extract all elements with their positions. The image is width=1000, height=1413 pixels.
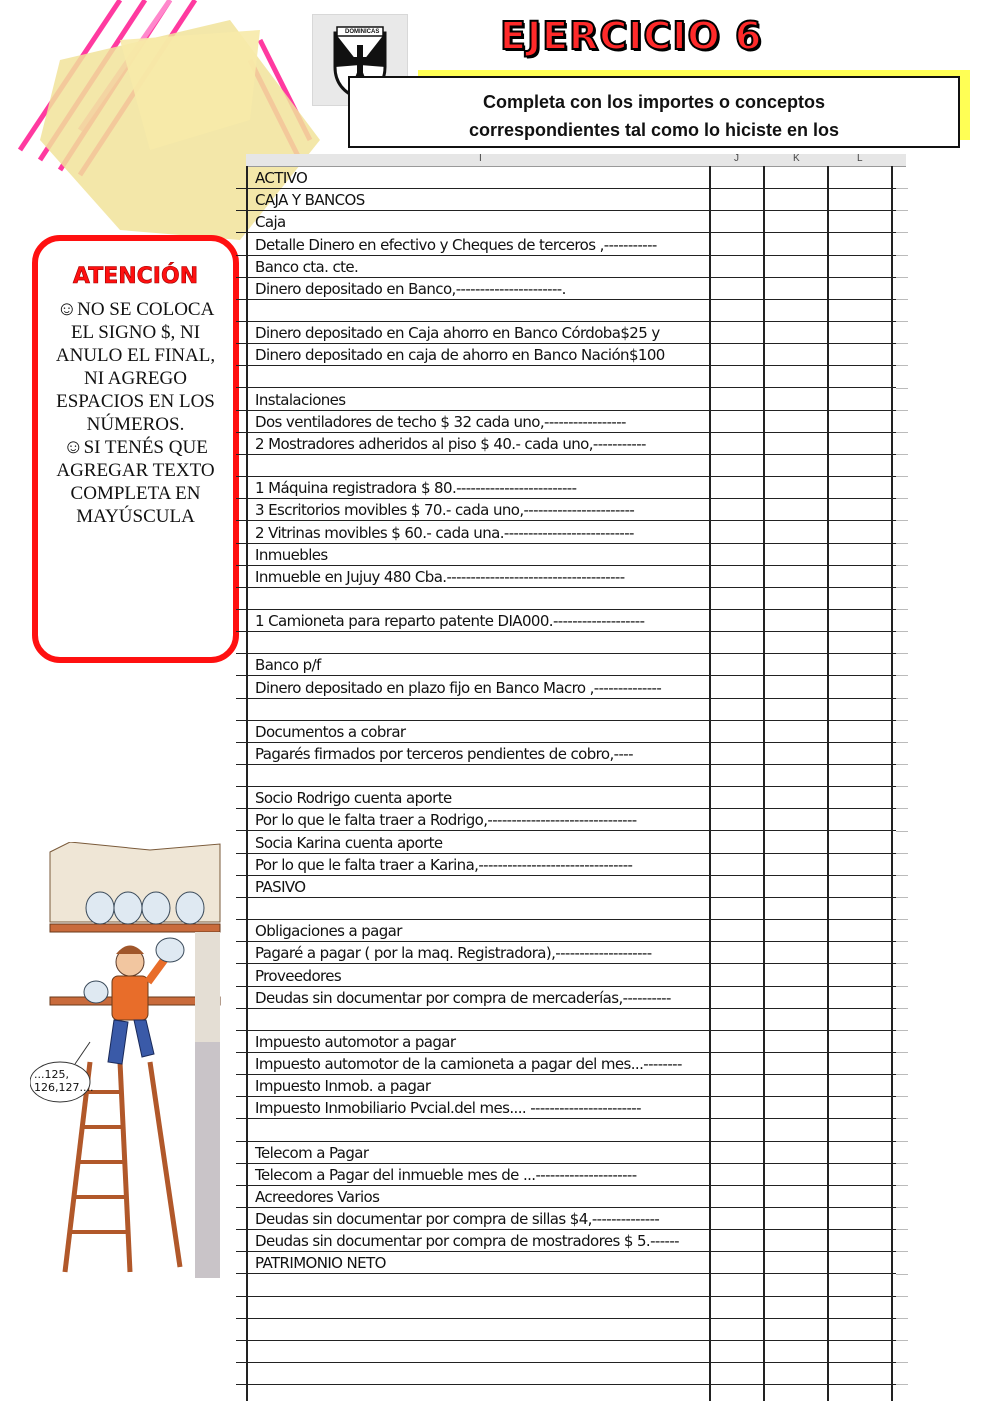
row-label: Dinero depositado en caja de ahorro en Banco Nación$100: [255, 346, 665, 365]
grid-tick: [896, 343, 908, 344]
table-row: [236, 232, 896, 255]
grid-tick: [896, 720, 908, 721]
row-label: 1 Máquina registradora $ 80.-------------------------: [255, 479, 577, 498]
table-row: [236, 410, 896, 433]
table-row: [236, 1030, 896, 1053]
grid-tick: [896, 299, 908, 300]
grid-tick: [896, 410, 908, 411]
table-row: [236, 587, 896, 610]
row-label: Pagarés firmados por terceros pendientes de cobro,----: [255, 745, 633, 764]
instruction-line-2: correspondientes tal como lo hiciste en los: [468, 120, 840, 140]
table-row: [236, 498, 896, 521]
row-label: Impuesto Inmob. a pagar: [255, 1077, 431, 1096]
grid-tick: [896, 1207, 908, 1208]
row-label: Dinero depositado en Banco,----------------------.: [255, 279, 566, 298]
instruction-box: [348, 76, 960, 148]
row-label: Por lo que le falta traer a Karina,--------------------------------: [255, 855, 633, 874]
row-label: Proveedores: [255, 966, 342, 985]
table-row: [236, 764, 896, 787]
row-label: Socia Karina cuenta aporte: [255, 833, 443, 852]
row-label: Documentos a cobrar: [255, 722, 406, 741]
row-label: Impuesto Inmobiliario Pvcial.del mes.... -----------------------: [255, 1099, 641, 1118]
table-row: [236, 853, 896, 876]
row-label: Telecom a Pagar del inmueble mes de ...---------------------: [255, 1165, 637, 1184]
table-row: [236, 808, 896, 831]
table-row: [236, 919, 896, 942]
row-label: 3 Escritorios movibles $ 70.- cada uno,-----------------------: [255, 501, 635, 520]
table-row: [236, 1274, 896, 1297]
table-row: [236, 609, 896, 632]
grid-tick: [896, 454, 908, 455]
row-label: 1 Camioneta para reparto patente DIA000.-------------------: [255, 612, 645, 631]
row-label: Caja: [255, 213, 286, 232]
grid-tick: [896, 675, 908, 676]
table-row: [236, 698, 896, 721]
smiley-icon: ☺: [63, 436, 84, 458]
table-row: [236, 963, 896, 986]
grid-tick: [896, 1274, 908, 1275]
row-label: CAJA Y BANCOS: [255, 191, 365, 210]
row-label: Acreedores Varios: [255, 1188, 380, 1207]
row-label: Pagaré a pagar ( por la maq. Registradora),--------------------: [255, 944, 652, 963]
grid-tick: [896, 808, 908, 809]
row-label: Impuesto automotor a pagar: [255, 1032, 456, 1051]
table-row: [236, 188, 896, 211]
grid-tick: [896, 1318, 908, 1319]
grid-tick: [896, 653, 908, 654]
speech-bubble-text: ...125, 126,127....: [34, 1068, 94, 1094]
table-row: [236, 343, 896, 366]
table-row: [236, 831, 896, 854]
row-label: Por lo que le falta traer a Rodrigo,-------------------------------: [255, 811, 637, 830]
table-row: [236, 1296, 896, 1319]
attention-box: [32, 235, 239, 663]
table-row: [236, 986, 896, 1009]
grid-tick: [896, 963, 908, 964]
table-row: [236, 1118, 896, 1141]
table-row: [236, 565, 896, 588]
attention-rule-2-text: SI TENÉS QUE AGREGAR TEXTO COMPLETA EN MAYÚSCULA: [56, 437, 215, 527]
row-label: Banco p/f: [255, 656, 321, 675]
grid-tick: [896, 1030, 908, 1031]
row-label: Deudas sin documentar por compra de mercaderías,----------: [255, 988, 671, 1007]
table-row: [236, 897, 896, 920]
grid-tick: [896, 321, 908, 322]
grid-tick: [896, 1074, 908, 1075]
table-row: [236, 1052, 896, 1075]
table-row: [236, 388, 896, 411]
table-row: [236, 166, 896, 189]
grid-tick: [896, 1096, 908, 1097]
grid-tick: [896, 432, 908, 433]
grid-tick: [896, 1251, 908, 1252]
row-label: Obligaciones a pagar: [255, 922, 402, 941]
grid-tick: [896, 255, 908, 256]
table-row: [236, 543, 896, 566]
balance-sheet-table: [236, 166, 896, 1411]
grid-tick: [896, 1340, 908, 1341]
column-header-i: I: [479, 153, 482, 164]
table-row: [236, 1318, 896, 1341]
column-header-k: K: [793, 153, 800, 164]
grid-tick: [896, 831, 908, 832]
row-label: Inmuebles: [255, 545, 328, 564]
grid-tick: [896, 1008, 908, 1009]
grid-tick: [896, 919, 908, 920]
grid-tick: [896, 365, 908, 366]
table-row: [236, 1340, 896, 1363]
row-label: Dinero depositado en Caja ahorro en Banco Córdoba$25 y: [255, 324, 660, 343]
table-row: [236, 720, 896, 743]
grid-tick: [896, 1052, 908, 1053]
table-row: [236, 742, 896, 765]
grid-tick: [896, 897, 908, 898]
grid-tick: [896, 941, 908, 942]
row-label: Telecom a Pagar: [255, 1143, 369, 1162]
grid-tick: [896, 764, 908, 765]
grid-tick: [896, 698, 908, 699]
page-title: EJERCICIO 6: [500, 14, 763, 58]
attention-rule-1: [48, 298, 223, 436]
table-row: [236, 675, 896, 698]
grid-tick: [896, 565, 908, 566]
grid-tick: [896, 1229, 908, 1230]
column-header-l: L: [857, 153, 863, 164]
row-label: Impuesto automotor de la camioneta a pagar del mes...--------: [255, 1055, 682, 1074]
column-divider: [891, 166, 893, 1401]
grid-tick: [896, 1296, 908, 1297]
table-row: [236, 365, 896, 388]
attention-rule-2: [48, 436, 223, 528]
grid-tick: [896, 277, 908, 278]
table-row: [236, 1362, 896, 1385]
grid-tick: [896, 1118, 908, 1119]
table-row: [236, 653, 896, 676]
column-divider: [709, 166, 711, 1401]
grid-tick: [896, 587, 908, 588]
row-label: Deudas sin documentar por compra de sillas $4,--------------: [255, 1210, 660, 1229]
row-label: Dinero depositado en plazo fijo en Banco Macro ,--------------: [255, 678, 662, 697]
row-label: 2 Mostradores adheridos al piso $ 40.- cada uno,-----------: [255, 434, 646, 453]
table-row: [236, 277, 896, 300]
table-row: [236, 1074, 896, 1097]
table-row: [236, 1163, 896, 1186]
grid-tick: [896, 1384, 908, 1385]
row-label: 2 Vitrinas movibles $ 60.- cada una.---------------------------: [255, 523, 634, 542]
row-label: Socio Rodrigo cuenta aporte: [255, 789, 452, 808]
grid-tick: [896, 520, 908, 521]
row-label: Dos ventiladores de techo $ 32 cada uno,-----------------: [255, 412, 626, 431]
grid-tick: [896, 476, 908, 477]
table-row: [236, 1008, 896, 1031]
table-row: [236, 1185, 896, 1208]
grid-tick: [896, 210, 908, 211]
table-row: [236, 454, 896, 477]
table-row: [236, 432, 896, 455]
ladder-boy-illustration: [30, 842, 225, 1278]
row-label: Banco cta. cte.: [255, 257, 359, 276]
grid-tick: [896, 875, 908, 876]
grid-tick: [896, 742, 908, 743]
grid-tick: [896, 1163, 908, 1164]
column-divider: [246, 166, 248, 1401]
row-label: Detalle Dinero en efectivo y Cheques de terceros ,-----------: [255, 235, 657, 254]
grid-tick: [896, 543, 908, 544]
table-row: [236, 1229, 896, 1252]
column-divider: [763, 166, 765, 1401]
grid-tick: [896, 631, 908, 632]
grid-tick: [896, 388, 908, 389]
row-label: ACTIVO: [255, 169, 308, 188]
grid-tick: [896, 498, 908, 499]
smiley-icon: ☺: [56, 298, 78, 320]
row-label: Inmueble en Jujuy 480 Cba.-------------------------------------: [255, 567, 625, 586]
column-divider: [827, 166, 829, 1401]
table-row: [236, 210, 896, 233]
table-row: [236, 1207, 896, 1230]
row-label: PASIVO: [255, 877, 306, 896]
grid-tick: [896, 609, 908, 610]
column-header-j: J: [734, 153, 739, 164]
grid-tick: [896, 1185, 908, 1186]
row-label: Instalaciones: [255, 390, 346, 409]
table-row: [236, 520, 896, 543]
table-row: [236, 476, 896, 499]
table-row: [236, 631, 896, 654]
grid-tick: [896, 986, 908, 987]
logo-text: DOMINICAS: [345, 29, 380, 35]
table-row: [236, 875, 896, 898]
table-row: [236, 321, 896, 344]
grid-tick: [896, 232, 908, 233]
attention-title: ATENCIÓN: [72, 264, 199, 289]
table-row: [236, 255, 896, 278]
row-label: PATRIMONIO NETO: [255, 1254, 386, 1273]
instruction-line-1: Completa con los importes o conceptos: [482, 92, 826, 112]
attention-rule-1-text: NO SE COLOCA EL SIGNO $, NI ANULO EL FINAL, NI AGREGO ESPACIOS EN LOS NÚMEROS.: [55, 299, 216, 435]
grid-tick: [896, 1362, 908, 1363]
table-row: [236, 786, 896, 809]
table-row: [236, 1251, 896, 1274]
table-row: [236, 1141, 896, 1164]
table-row: [236, 941, 896, 964]
table-row: [236, 1096, 896, 1119]
grid-tick: [896, 188, 908, 189]
grid-tick: [896, 853, 908, 854]
grid-tick: [896, 786, 908, 787]
grid-tick: [896, 1141, 908, 1142]
table-row: [236, 299, 896, 322]
row-label: Deudas sin documentar por compra de mostradores $ 5.------: [255, 1232, 679, 1251]
